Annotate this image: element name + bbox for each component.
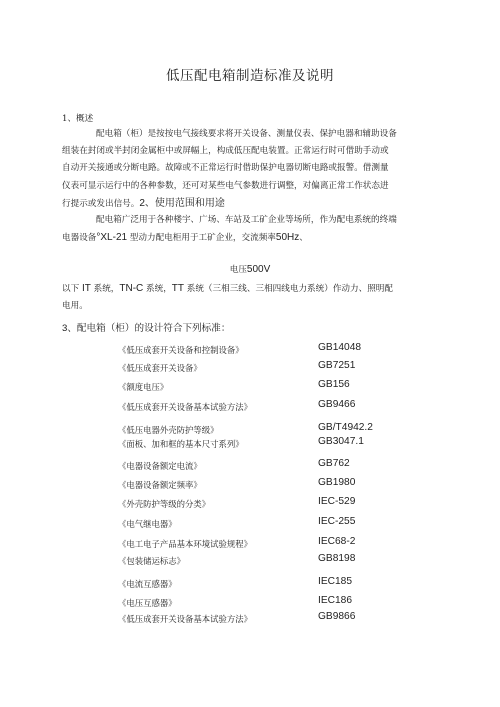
standard-code: IEC68-2 <box>318 536 356 547</box>
system-rest: 系统（三相三线、三相四线电力系统）作动力、照明配 <box>184 284 393 294</box>
usage-line-suffix: 、 <box>299 233 308 244</box>
standard-row <box>118 553 418 569</box>
standard-code: GB14048 <box>318 342 362 353</box>
standard-code: GB9466 <box>318 399 356 410</box>
standard-row <box>118 611 418 627</box>
system-line-2: 电用。 <box>62 301 88 312</box>
standard-code: GB7251 <box>318 360 356 371</box>
tnc-system: TN-C <box>119 283 144 294</box>
standard-name: 《电器设备额定电流》 <box>118 461 202 471</box>
standard-code: GB156 <box>318 379 350 390</box>
standard-code: GB762 <box>318 458 350 469</box>
usage-line-mid: 型动力配电柜用于工矿企业，交流频率 <box>127 233 276 244</box>
standard-row <box>118 436 418 452</box>
standard-code: GB3047.1 <box>318 436 364 447</box>
standard-name: 《电气继电器》 <box>118 519 177 529</box>
overview-paragraph <box>62 126 438 213</box>
standard-row <box>118 360 418 376</box>
overview-line: 仪表可显示运行中的各种参数，还可对某些电气参数进行调整，对偏离正常工作状态进 <box>62 180 389 191</box>
overview-line: 自动开关接通或分断电路。故障或不正常运行时借助保护电器切断电路或报警。借测量 <box>62 163 389 174</box>
usage-line: 配电箱广泛用于各种楼宇、广场、车站及工矿企业等场所，作为配电系统的终端 <box>96 215 397 225</box>
standard-row <box>118 399 418 415</box>
overview-line: 行提示或发出信号。 <box>62 198 140 209</box>
cabinet-model: °XL-21 <box>96 232 128 244</box>
voltage-label: 电压 <box>229 265 247 275</box>
standard-row <box>118 477 418 493</box>
standard-row <box>118 342 418 358</box>
standard-code: IEC185 <box>318 576 352 587</box>
standard-name: 《额度电压》 <box>118 382 169 392</box>
standard-code: IEC-529 <box>318 496 356 507</box>
section-3-heading: 3、配电箱（柜）的设计符合下列标准： <box>62 323 231 334</box>
section-2-heading: 2、使用范围和用途 <box>139 197 225 209</box>
standard-name: 《低压成套开关设备基本试验方法》 <box>118 614 252 624</box>
it-system: IT <box>79 283 91 294</box>
standard-name: 《包装储运标志》 <box>118 556 185 566</box>
standard-name: 《面板、加和框的基本尺寸系列》 <box>118 439 244 449</box>
voltage-value: 500V <box>246 264 271 275</box>
standard-row <box>118 496 418 512</box>
standard-name: 《外壳防护等级的分类》 <box>118 499 211 509</box>
standard-row <box>118 516 418 532</box>
standard-code: IEC186 <box>318 595 352 606</box>
standard-row <box>118 536 418 552</box>
tt-system: TT <box>171 283 185 294</box>
standard-code: GB8198 <box>318 553 356 564</box>
usage-paragraph <box>62 212 438 247</box>
overview-line: 配电箱（柜）是按按电气接线要求将开关设备、测量仪表、保护电器和辅助设备 <box>96 129 397 139</box>
section-1-heading: 1、概述 <box>62 114 94 124</box>
standard-name: 《电压互感器》 <box>118 598 177 608</box>
system-sep-1: 系统， <box>90 284 120 294</box>
system-paragraph <box>62 280 438 315</box>
standard-name: 《低压电器外壳防护等级》 <box>118 425 219 435</box>
standard-name: 《低压成套开关设备基本试验方法》 <box>118 402 252 412</box>
system-prefix: 以下 <box>62 284 80 294</box>
standard-name: 《低压成套开关设备和控制设备》 <box>118 345 244 355</box>
standard-row <box>118 576 418 592</box>
frequency-value: 50Hz <box>275 232 300 244</box>
standard-row <box>118 379 418 395</box>
standard-name: 《电工电子产品基本环境试验规程》 <box>118 539 252 549</box>
standard-row <box>118 595 418 611</box>
document-title: 低压配电箱制造标准及说明 <box>166 68 334 84</box>
system-sep-2: 系统， <box>143 284 172 294</box>
standard-code: GB1980 <box>318 477 356 488</box>
standard-name: 《低压成套开关设备》 <box>118 363 202 373</box>
usage-line-prefix: 电器设备 <box>62 233 97 244</box>
overview-line: 组装在封闭或半封闭金属柜中或屏幅上，构成低压配电装置。正常运行时可借助手动或 <box>62 146 389 157</box>
standard-code: IEC-255 <box>318 516 356 527</box>
standard-name: 《电流互感器》 <box>118 579 177 589</box>
voltage-line <box>0 263 500 275</box>
standard-code: GB/T4942.2 <box>318 422 373 433</box>
standard-row <box>118 458 418 474</box>
standard-name: 《电器设备额定频率》 <box>118 480 202 490</box>
standard-code: GB9866 <box>318 611 356 622</box>
